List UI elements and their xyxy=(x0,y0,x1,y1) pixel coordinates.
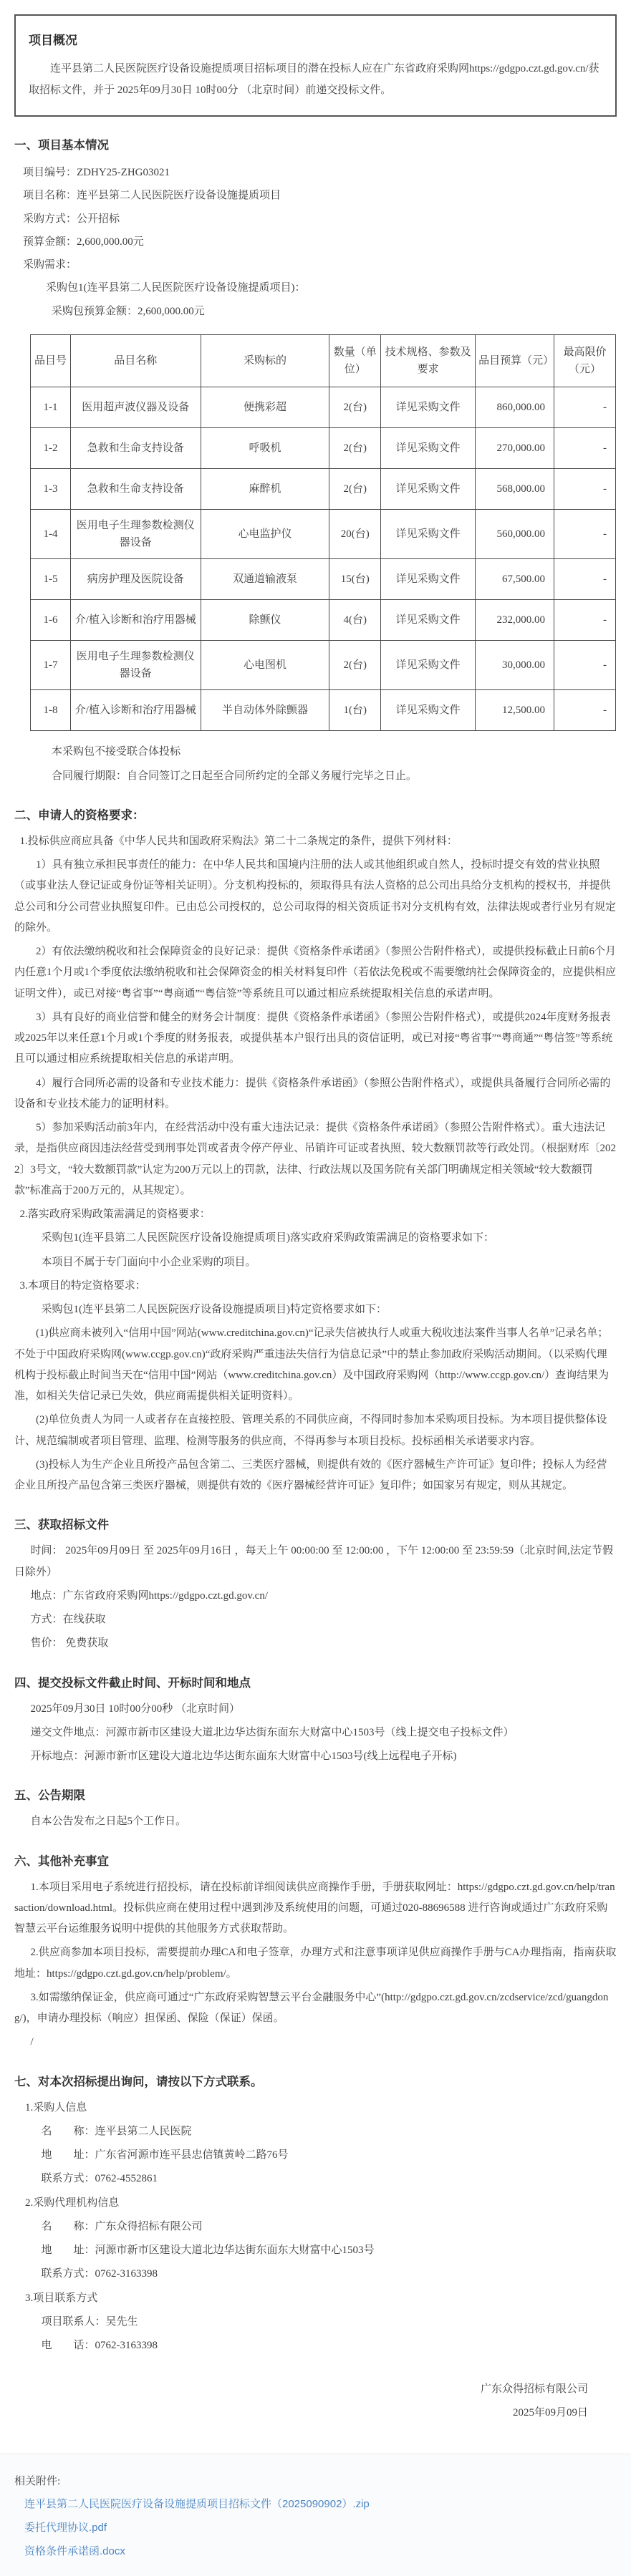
note-line: 合同履行期限：自合同签订之日起至合同所约定的全部义务履行完毕之日止。 xyxy=(52,770,418,782)
cell-spec: 详见采购文件 xyxy=(381,387,476,427)
attachment-link[interactable]: 资格条件承诺函.docx xyxy=(24,2545,125,2558)
cell-price-limit: - xyxy=(554,468,616,509)
paragraph: 4）履行合同所必需的设备和专业技术能力：提供《资格条件承诺函》（参照公告附件格式），或提供具备履行合同所必需的设备和专业技术能力的证明材料。 xyxy=(14,1077,611,1110)
contact-line: 2.采购代理机构信息 xyxy=(25,2197,120,2209)
cell-quantity: 2(台) xyxy=(329,427,381,468)
table-row xyxy=(31,558,616,599)
paragraph: 2）有依法缴纳税收和社会保障资金的良好记录：提供《资格条件承诺函》（参照公告附件格式），或提供投标截止日前6个月内任意1个月或1个季度依法缴纳税收和社会保障资金的相关材料复印件（若依法免税或不需要缴纳社会保障资金的，应提供相应证明文件），或已对接“粤省事”“粤商通”“粤信签”等系统且可以通过相应系统提取相关信息的承诺声明。 xyxy=(14,946,617,999)
cell-quantity: 15(台) xyxy=(329,558,381,599)
paragraph: 2.供应商参加本项目投标，需要提前办理CA和电子签章，办理方式和注意事项详见供应商操作手册与CA办理指南，指南获取地址：https://gdgpo.czt.gd.gov.cn/help/problem/。 xyxy=(14,1947,617,1980)
table-row xyxy=(31,689,616,730)
contact-line: 联系方式：0762-3163398 xyxy=(41,2268,158,2280)
cell-target: 双通道输液泵 xyxy=(201,558,329,599)
paragraph: 本项目不属于专门面向中小企业采购的项目。 xyxy=(41,1256,256,1268)
paragraph: 3）具有良好的商业信誉和健全的财务会计制度：提供《资格条件承诺函》（参照公告附件格式），或提供2024年度财务报表或2025年以来任意1个月或1个季度的财务报表，或提供基本户银行出具的资信证明，或已对接“粤省事”“粤商通”“粤信签”等系统且可以通过相应系统提取相关信息的承诺声明。 xyxy=(14,1011,612,1065)
cell-target: 呼吸机 xyxy=(201,427,329,468)
paragraph: 方式：在线获取 xyxy=(30,1614,106,1625)
cell-spec: 详见采购文件 xyxy=(381,468,476,509)
cell-budget: 67,500.00 xyxy=(476,558,554,599)
cell-price-limit: - xyxy=(554,689,616,730)
cell-spec: 详见采购文件 xyxy=(381,558,476,599)
cell-item-no: 1-6 xyxy=(31,599,71,640)
signature-block xyxy=(14,2378,617,2425)
paragraph: 自本公告发布之日起5个工作日。 xyxy=(30,1816,187,1828)
basic-info-lines xyxy=(14,161,617,276)
cell-quantity: 2(台) xyxy=(329,640,381,689)
table-header-row xyxy=(31,334,616,387)
cell-quantity: 1(台) xyxy=(329,689,381,730)
cell-spec: 详见采购文件 xyxy=(381,599,476,640)
section-obtain-heading: 三、获取招标文件 xyxy=(14,1518,109,1532)
cell-budget: 30,000.00 xyxy=(476,640,554,689)
paragraph: 5）参加采购活动前3年内，在经营活动中没有重大违法记录：提供《资格条件承诺函》（参照公告附件格式）。重大违法记录，是指供应商因违法经营受到刑事处罚或者责令停产停业、吊销许可证或者执照、较大数额罚款等行政处罚。（根据财库〔2022〕3号文，“较大数额罚款”认定为200万元以上的罚款，法律、行政法规以及国务院有关部门明确规定相关领域“较大数额罚款”标准高于200万元的，从其规定）。 xyxy=(14,1122,617,1196)
cell-budget: 12,500.00 xyxy=(476,689,554,730)
contact-line: 名 称：广东众得招标有限公司 xyxy=(41,2220,203,2232)
cell-item-no: 1-1 xyxy=(31,387,71,427)
cell-quantity: 4(台) xyxy=(329,599,381,640)
attachment-list xyxy=(14,2492,617,2563)
table-header-cell: 品目预算（元） xyxy=(476,334,554,387)
cell-item-name: 急救和生命支持设备 xyxy=(70,427,201,468)
cell-item-name: 医用电子生理参数检测仪器设备 xyxy=(70,640,201,689)
section-notice-period-heading: 五、公告期限 xyxy=(14,1788,85,1803)
table-header-cell: 采购标的 xyxy=(201,334,329,387)
contact-line: 电 话：0762-3163398 xyxy=(41,2340,158,2351)
cell-item-name: 医用超声波仪器及设备 xyxy=(70,387,201,427)
cell-price-limit: - xyxy=(554,640,616,689)
section-contact-heading: 七、对本次招标提出询问，请按以下方式联系。 xyxy=(14,2074,263,2088)
paragraph: 2.落实政府采购政策需满足的资格要求： xyxy=(19,1209,211,1220)
paragraph: 采购包1(连平县第二人民医院医疗设备设施提质项目)落实政府采购政策需满足的资格要求如下： xyxy=(41,1232,494,1244)
qualification-paragraphs xyxy=(14,831,617,1497)
table-header-cell: 品目号 xyxy=(31,334,71,387)
info-line: 采购需求： xyxy=(23,259,77,271)
cell-item-no: 1-7 xyxy=(31,640,71,689)
paragraph: 采购包1(连平县第二人民医院医疗设备设施提质项目)特定资格要求如下： xyxy=(41,1304,387,1315)
table-row xyxy=(31,427,616,468)
attachments-section xyxy=(0,2454,631,2576)
cell-price-limit: - xyxy=(554,427,616,468)
paragraph: 售价： 免费获取 xyxy=(30,1637,109,1650)
paragraph: 1）具有独立承担民事责任的能力：在中华人民共和国境内注册的法人或其他组织或自然人，投标时提交有效的营业执照（或事业法人登记证或身份证等相关证明）。分支机构投标的，须取得具有法人资格的总公司出具给分支机构的授权书，并提供总公司和分公司营业执照复印件。已由总公司授权的，总公司取得的相关资质证书对分支机构有效，法律法规或者行业另有规定的除外。 xyxy=(14,859,617,934)
cell-spec: 详见采购文件 xyxy=(381,640,476,689)
cell-price-limit: - xyxy=(554,599,616,640)
cell-target: 除颤仪 xyxy=(201,599,329,640)
paragraph: 1.本项目采用电子系统进行招投标，请在投标前详细阅读供应商操作手册，手册获取网址：https://gdgpo.czt.gd.gov.cn/help/transaction/download.html。投标供应商在使用过程中遇到涉及系统使用的问题，可通过020-88696588 进行咨询或通过广东政府采购智慧云平台运维服务说明中提供的其他服务方式获取帮助。 xyxy=(14,1881,615,1935)
contact-lines xyxy=(14,2098,617,2357)
procurement-items-table xyxy=(30,334,616,731)
paragraph: 时间： 2025年09月09日 至 2025年09月16日 ，每天上午 00:00:00 至 12:00:00 ，下午 12:00:00 至 23:59:59（北京时间,法定节假日除外） xyxy=(14,1545,613,1578)
cell-item-no: 1-8 xyxy=(31,689,71,730)
paragraph: 开标地点：河源市新市区建设大道北边华达街东面东大财富中心1503号(线上远程电子开标) xyxy=(30,1751,457,1762)
table-row xyxy=(31,640,616,689)
contact-line: 3.项目联系方式 xyxy=(25,2292,98,2304)
cell-item-no: 1-5 xyxy=(31,558,71,599)
cell-budget: 270,000.00 xyxy=(476,427,554,468)
cell-target: 便携彩超 xyxy=(201,387,329,427)
contact-line: 项目联系人：吴先生 xyxy=(41,2315,138,2328)
paragraph: (3)投标人为生产企业且所投产品包含第二、三类医疗器械，则提供有效的《医疗器械生产许可证》复印件；投标人为经营企业且所投产品包含第三类医疗器械，则提供有效的《医疗器械经营许可证》复印件；如国家另有规定，则从其规定。 xyxy=(14,1458,607,1491)
cell-spec: 详见采购文件 xyxy=(381,509,476,558)
paragraph: / xyxy=(30,2036,34,2048)
signature-company: 广东众得招标有限公司 xyxy=(480,2383,588,2396)
deadline-lines xyxy=(14,1699,617,1768)
section-qualification-heading: 二、申请人的资格要求： xyxy=(14,808,145,822)
cell-budget: 232,000.00 xyxy=(476,599,554,640)
contact-line: 联系方式：0762-4552861 xyxy=(41,2173,158,2185)
cell-target: 心电图机 xyxy=(201,640,329,689)
cell-item-no: 1-4 xyxy=(31,509,71,558)
cell-price-limit: - xyxy=(554,509,616,558)
cell-item-no: 1-2 xyxy=(31,427,71,468)
attachment-link[interactable]: 委托代理协议.pdf xyxy=(24,2522,107,2534)
cell-spec: 详见采购文件 xyxy=(381,689,476,730)
attachment-link[interactable]: 连平县第二人民医院医疗设备设施提质项目招标文件（2025090902）.zip xyxy=(24,2498,370,2511)
contact-line: 地 址：河源市新市区建设大道北边华达街东面东大财富中心1503号 xyxy=(41,2245,375,2256)
cell-target: 麻醉机 xyxy=(201,468,329,509)
info-line: 项目名称：连平县第二人民医院医疗设备设施提质项目 xyxy=(23,190,281,202)
contact-line: 名 称：连平县第二人民医院 xyxy=(41,2125,192,2137)
cell-budget: 560,000.00 xyxy=(476,509,554,558)
info-line: 项目编号：ZDHY25-ZHG03021 xyxy=(23,167,170,178)
package-budget-line: 采购包预算金额：2,600,000.00元 xyxy=(52,305,205,317)
paragraph: 1.投标供应商应具备《中华人民共和国政府采购法》第二十二条规定的条件，提供下列材料： xyxy=(19,835,458,847)
info-line: 采购方式：公开招标 xyxy=(23,213,120,225)
note-line: 本采购包不接受联合体投标 xyxy=(52,745,181,757)
cell-budget: 860,000.00 xyxy=(476,387,554,427)
paragraph: (2)单位负责人为同一人或者存在直接控股、管理关系的不同供应商，不得同时参加本采购项目投标。为本项目提供整体设计、规范编制或者项目管理、监理、检测等服务的供应商，不得再参与本项目投标。投标函相关承诺要求内容。 xyxy=(14,1414,607,1447)
paragraph: 2025年09月30日 10时00分00秒 （北京时间） xyxy=(30,1703,241,1715)
cell-item-name: 介/植入诊断和治疗用器械 xyxy=(70,689,201,730)
paragraph: 递交文件地点：河源市新市区建设大道北边华达街东面东大财富中心1503号（线上提交电子投标文件） xyxy=(30,1726,514,1738)
table-header-cell: 技术规格、参数及要求 xyxy=(381,334,476,387)
cell-price-limit: - xyxy=(554,387,616,427)
section-supplement-heading: 六、其他补充事宜 xyxy=(14,1854,109,1868)
contact-line: 1.采购人信息 xyxy=(25,2101,87,2113)
cell-target: 心电监护仪 xyxy=(201,509,329,558)
info-line: 预算金额：2,600,000.00元 xyxy=(23,236,144,248)
attachments-label: 相关附件: xyxy=(14,2476,61,2488)
cell-quantity: 20(台) xyxy=(329,509,381,558)
package-line: 采购包1(连平县第二人民医院医疗设备设施提质项目)： xyxy=(46,282,306,294)
cell-item-name: 介/植入诊断和治疗用器械 xyxy=(70,599,201,640)
table-header-cell: 数量（单位） xyxy=(329,334,381,387)
table-row xyxy=(31,509,616,558)
cell-item-name: 病房护理及医院设备 xyxy=(70,558,201,599)
project-overview-box xyxy=(14,14,617,117)
cell-quantity: 2(台) xyxy=(329,387,381,427)
package-notes xyxy=(14,741,617,787)
notice-period-lines xyxy=(14,1811,617,1832)
cell-item-name: 急救和生命支持设备 xyxy=(70,468,201,509)
table-header-cell: 品目名称 xyxy=(70,334,201,387)
signature-date: 2025年09月09日 xyxy=(512,2407,588,2419)
cell-item-no: 1-3 xyxy=(31,468,71,509)
section-deadline-heading: 四、提交投标文件截止时间、开标时间和地点 xyxy=(14,1675,251,1690)
section-basic-heading: 一、项目基本情况 xyxy=(14,138,109,152)
overview-text: 连平县第二人民医院医疗设备设施提质项目招标项目的潜在投标人应在广东省政府采购网https://gdgpo.czt.gd.gov.cn/获取招标文件，并于 2025年09月30日 10时00分 （北京时间）前递交投标文件。 xyxy=(29,63,599,96)
cell-item-name: 医用电子生理参数检测仪器设备 xyxy=(70,509,201,558)
supplement-paragraphs xyxy=(14,1877,617,2053)
table-body xyxy=(31,387,616,730)
table-row xyxy=(31,468,616,509)
table-row xyxy=(31,599,616,640)
cell-target: 半自动体外除颤器 xyxy=(201,689,329,730)
table-header-cell: 最高限价（元） xyxy=(554,334,616,387)
paragraph: (1)供应商未被列入“信用中国”网站(www.creditchina.gov.cn)“记录失信被执行人或重大税收违法案件当事人名单”记录名单；不处于中国政府采购网(www.ccgp.gov.cn)“政府采购严重违法失信行为信息记录”中的禁止参加政府采购活动期间。（以采购代理机构于投标截止时间当天在“信用中国”网站（www.creditchina.gov.cn）及中国政府采购网（http://www.ccgp.gov.cn/）查询结果为准，如相关失信记录已失效，供应商需提供相关证明资料）。 xyxy=(14,1327,610,1402)
overview-title: 项目概况 xyxy=(29,34,77,47)
obtain-lines xyxy=(14,1541,617,1654)
cell-spec: 详见采购文件 xyxy=(381,427,476,468)
cell-price-limit: - xyxy=(554,558,616,599)
paragraph: 3.本项目的特定资格要求： xyxy=(19,1279,146,1292)
cell-budget: 568,000.00 xyxy=(476,468,554,509)
table-row xyxy=(31,387,616,427)
contact-line: 地 址：广东省河源市连平县忠信镇黄岭二路76号 xyxy=(41,2149,289,2161)
paragraph: 地点：广东省政府采购网https://gdgpo.czt.gd.gov.cn/ xyxy=(30,1589,269,1602)
cell-quantity: 2(台) xyxy=(329,468,381,509)
paragraph: 3.如需缴纳保证金，供应商可通过“广东政府采购智慧云平台金融服务中心”(http://gdgpo.czt.gd.gov.cn/zcdservice/zcd/guangdong/)，申请办理投标（响应）担保函、保险（保证）保函。 xyxy=(14,1991,609,2024)
